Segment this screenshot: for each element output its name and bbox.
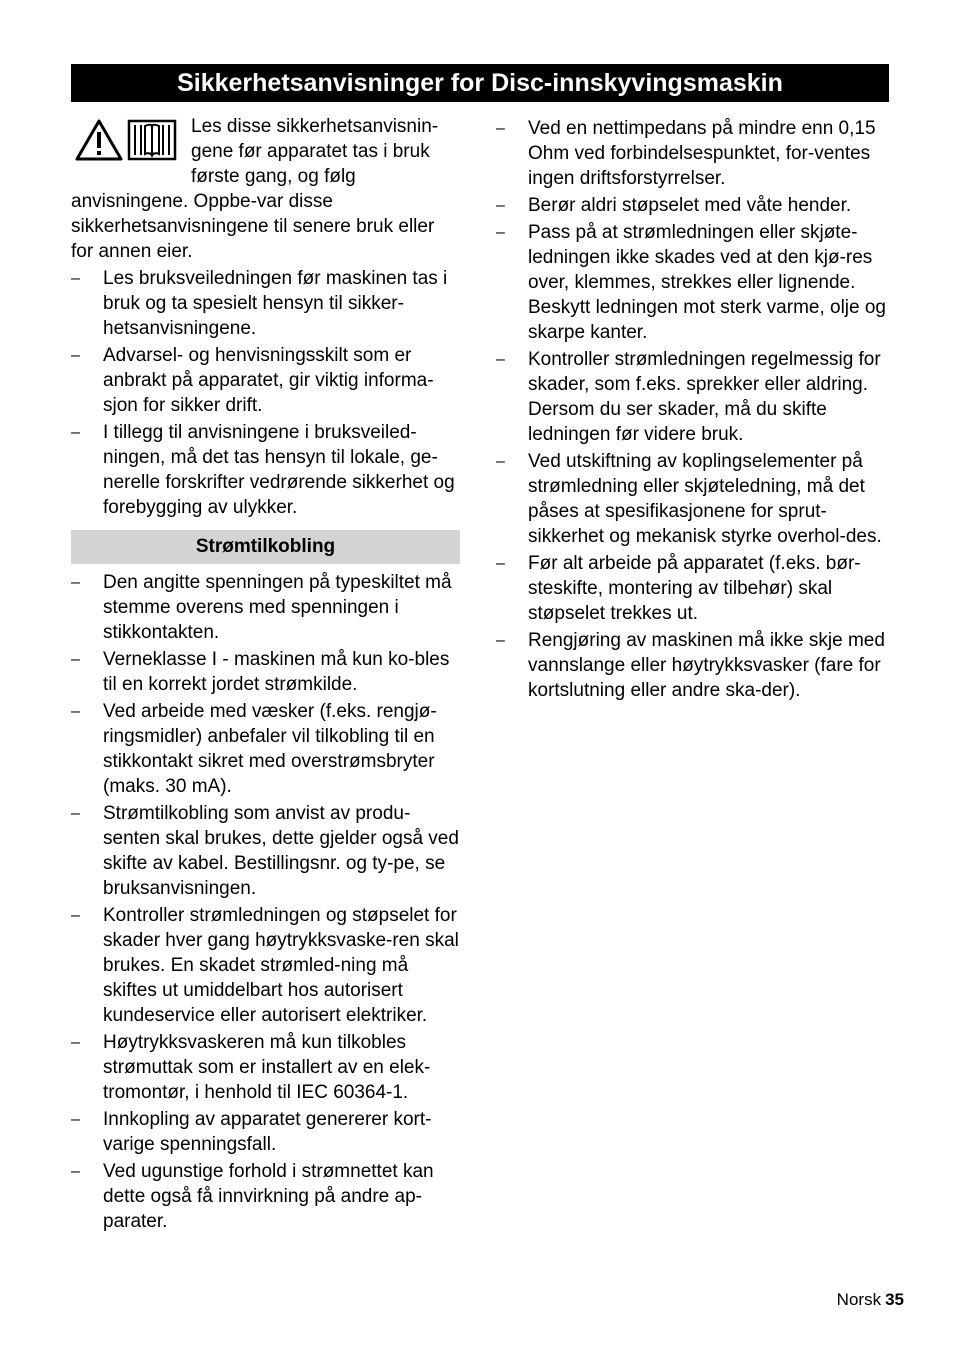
list-item-text: Kontroller strømledningen og støpselet for skader hver gang høytrykksvaske-ren skal brukes. En skadet strømled-ning må skiftes ut umiddelbart hos autorisert kundeservice eller autorisert elektriker. bbox=[103, 905, 459, 1026]
list-item bbox=[71, 570, 460, 645]
intro-block bbox=[71, 114, 460, 264]
dash-bullet: – bbox=[71, 1034, 80, 1051]
list-item-text: Ved ugunstige forhold i strømnettet kan dette også få innvirkning på andre ap-parater. bbox=[103, 1161, 434, 1232]
list-item-text: Før alt arbeide på apparatet (f.eks. bør-steskifte, montering av tilbehør) skal støpselet trekkes ut. bbox=[528, 553, 861, 624]
dash-bullet: – bbox=[71, 270, 80, 287]
dash-bullet: – bbox=[496, 197, 505, 214]
manual-book-icon bbox=[127, 119, 177, 161]
power-safety-list-left bbox=[71, 570, 460, 1234]
dash-bullet: – bbox=[71, 574, 80, 591]
list-item-text: Advarsel- og henvisningsskilt som er anbrakt på apparatet, gir viktig informa-sjon for sikker drift. bbox=[103, 345, 434, 416]
page-title: Sikkerhetsanvisninger for Disc-innskyvingsmaskin bbox=[71, 64, 889, 102]
dash-bullet: – bbox=[71, 703, 80, 720]
list-item-text: Pass på at strømledningen eller skjøte-ledningen ikke skades ved at den kjø-res over, klemmes, strekkes eller lignende. Beskytt ledningen mot sterk varme, olje og skarpe kanter. bbox=[528, 222, 887, 343]
dash-bullet: – bbox=[71, 1111, 80, 1128]
list-item bbox=[71, 647, 460, 697]
list-item bbox=[496, 628, 889, 703]
list-item bbox=[496, 220, 889, 345]
list-item-text: I tillegg til anvisningene i bruksveiled-ningen, må det tas hensyn til lokale, ge-nerelle forskrifter vedrørende sikkerhet og forebygging av ulykker. bbox=[103, 422, 455, 518]
list-item bbox=[496, 449, 889, 549]
list-item-text: Ved en nettimpedans på mindre enn 0,15 Ohm ved forbindelsespunktet, for-ventes ingen driftsforstyrrelser. bbox=[528, 118, 876, 189]
list-item-text: Kontroller strømledningen regelmessig for skader, som f.eks. sprekker eller aldring. Dersom du ser skader, må du skifte ledningen før videre bruk. bbox=[528, 349, 881, 445]
section-heading-power: Strømtilkobling bbox=[71, 530, 460, 564]
list-item bbox=[71, 1107, 460, 1157]
list-item bbox=[71, 343, 460, 418]
list-item bbox=[496, 193, 889, 218]
dash-bullet: – bbox=[496, 224, 505, 241]
list-item-text: Høytrykksvaskeren må kun tilkobles strømuttak som er installert av en elek-tromontør, i henhold til IEC 60364-1. bbox=[103, 1032, 431, 1103]
list-item bbox=[71, 1159, 460, 1234]
list-item bbox=[71, 420, 460, 520]
power-safety-list-right bbox=[496, 116, 889, 703]
list-item bbox=[71, 266, 460, 341]
dash-bullet: – bbox=[496, 453, 505, 470]
page-footer bbox=[837, 1289, 904, 1311]
list-item bbox=[71, 699, 460, 799]
left-column bbox=[71, 114, 460, 1234]
dash-bullet: – bbox=[496, 120, 505, 137]
list-item-text: Verneklasse I - maskinen må kun ko-bles til en korrekt jordet strømkilde. bbox=[103, 649, 450, 695]
warning-icons bbox=[75, 119, 181, 165]
list-item bbox=[496, 347, 889, 447]
list-item-text: Den angitte spenningen på typeskiltet må stemme overens med spenningen i stikkontakten. bbox=[103, 572, 452, 643]
footer-language: Norsk bbox=[836, 1290, 882, 1309]
dash-bullet: – bbox=[71, 651, 80, 668]
dash-bullet: – bbox=[496, 555, 505, 572]
list-item-text: Ved arbeide med væsker (f.eks. rengjø-ringsmidler) anbefaler vil tilkobling til en stikkontakt sikret med overstrømsbryter (maks. 30 mA). bbox=[103, 701, 437, 797]
dash-bullet: – bbox=[71, 347, 80, 364]
list-item bbox=[71, 801, 460, 901]
dash-bullet: – bbox=[71, 1163, 80, 1180]
dash-bullet: – bbox=[496, 351, 505, 368]
list-item-text: Strømtilkobling som anvist av produ-senten skal brukes, dette gjelder også ved skifte av kabel. Bestillingsnr. og ty-pe, se bruksanvisningen. bbox=[103, 803, 459, 899]
list-item bbox=[496, 551, 889, 626]
dash-bullet: – bbox=[496, 632, 505, 649]
list-item bbox=[71, 1030, 460, 1105]
right-column bbox=[496, 114, 889, 703]
warning-triangle-icon bbox=[75, 119, 123, 161]
intro-text: Les disse sikkerhetsanvisnin-gene før apparatet tas i bruk første gang, og følg anvisningene. Oppbe-var disse sikkerhetsanvisningene til senere bruk eller for annen eier. bbox=[71, 116, 439, 262]
list-item-text: Ved utskiftning av koplingselementer på strømledning eller skjøteledning, må det påses at spesifikasjonene for sprut-sikkerhet og mekanisk styrke overhol-des. bbox=[528, 451, 882, 547]
page-number: 35 bbox=[885, 1290, 904, 1309]
dash-bullet: – bbox=[71, 907, 80, 924]
list-item-text: Berør aldri støpselet med våte hender. bbox=[528, 195, 852, 216]
list-item bbox=[496, 116, 889, 191]
general-safety-list bbox=[71, 266, 460, 520]
list-item-text: Les bruksveiledningen før maskinen tas i bruk og ta spesielt hensyn til sikker-hetsanvisningene. bbox=[103, 268, 448, 339]
list-item bbox=[71, 903, 460, 1028]
list-item-text: Innkopling av apparatet genererer kort-varige spenningsfall. bbox=[103, 1109, 432, 1155]
dash-bullet: – bbox=[71, 424, 80, 441]
dash-bullet: – bbox=[71, 805, 80, 822]
list-item-text: Rengjøring av maskinen må ikke skje med vannslange eller høytrykksvasker (fare for kortslutning eller andre ska-der). bbox=[528, 630, 885, 701]
